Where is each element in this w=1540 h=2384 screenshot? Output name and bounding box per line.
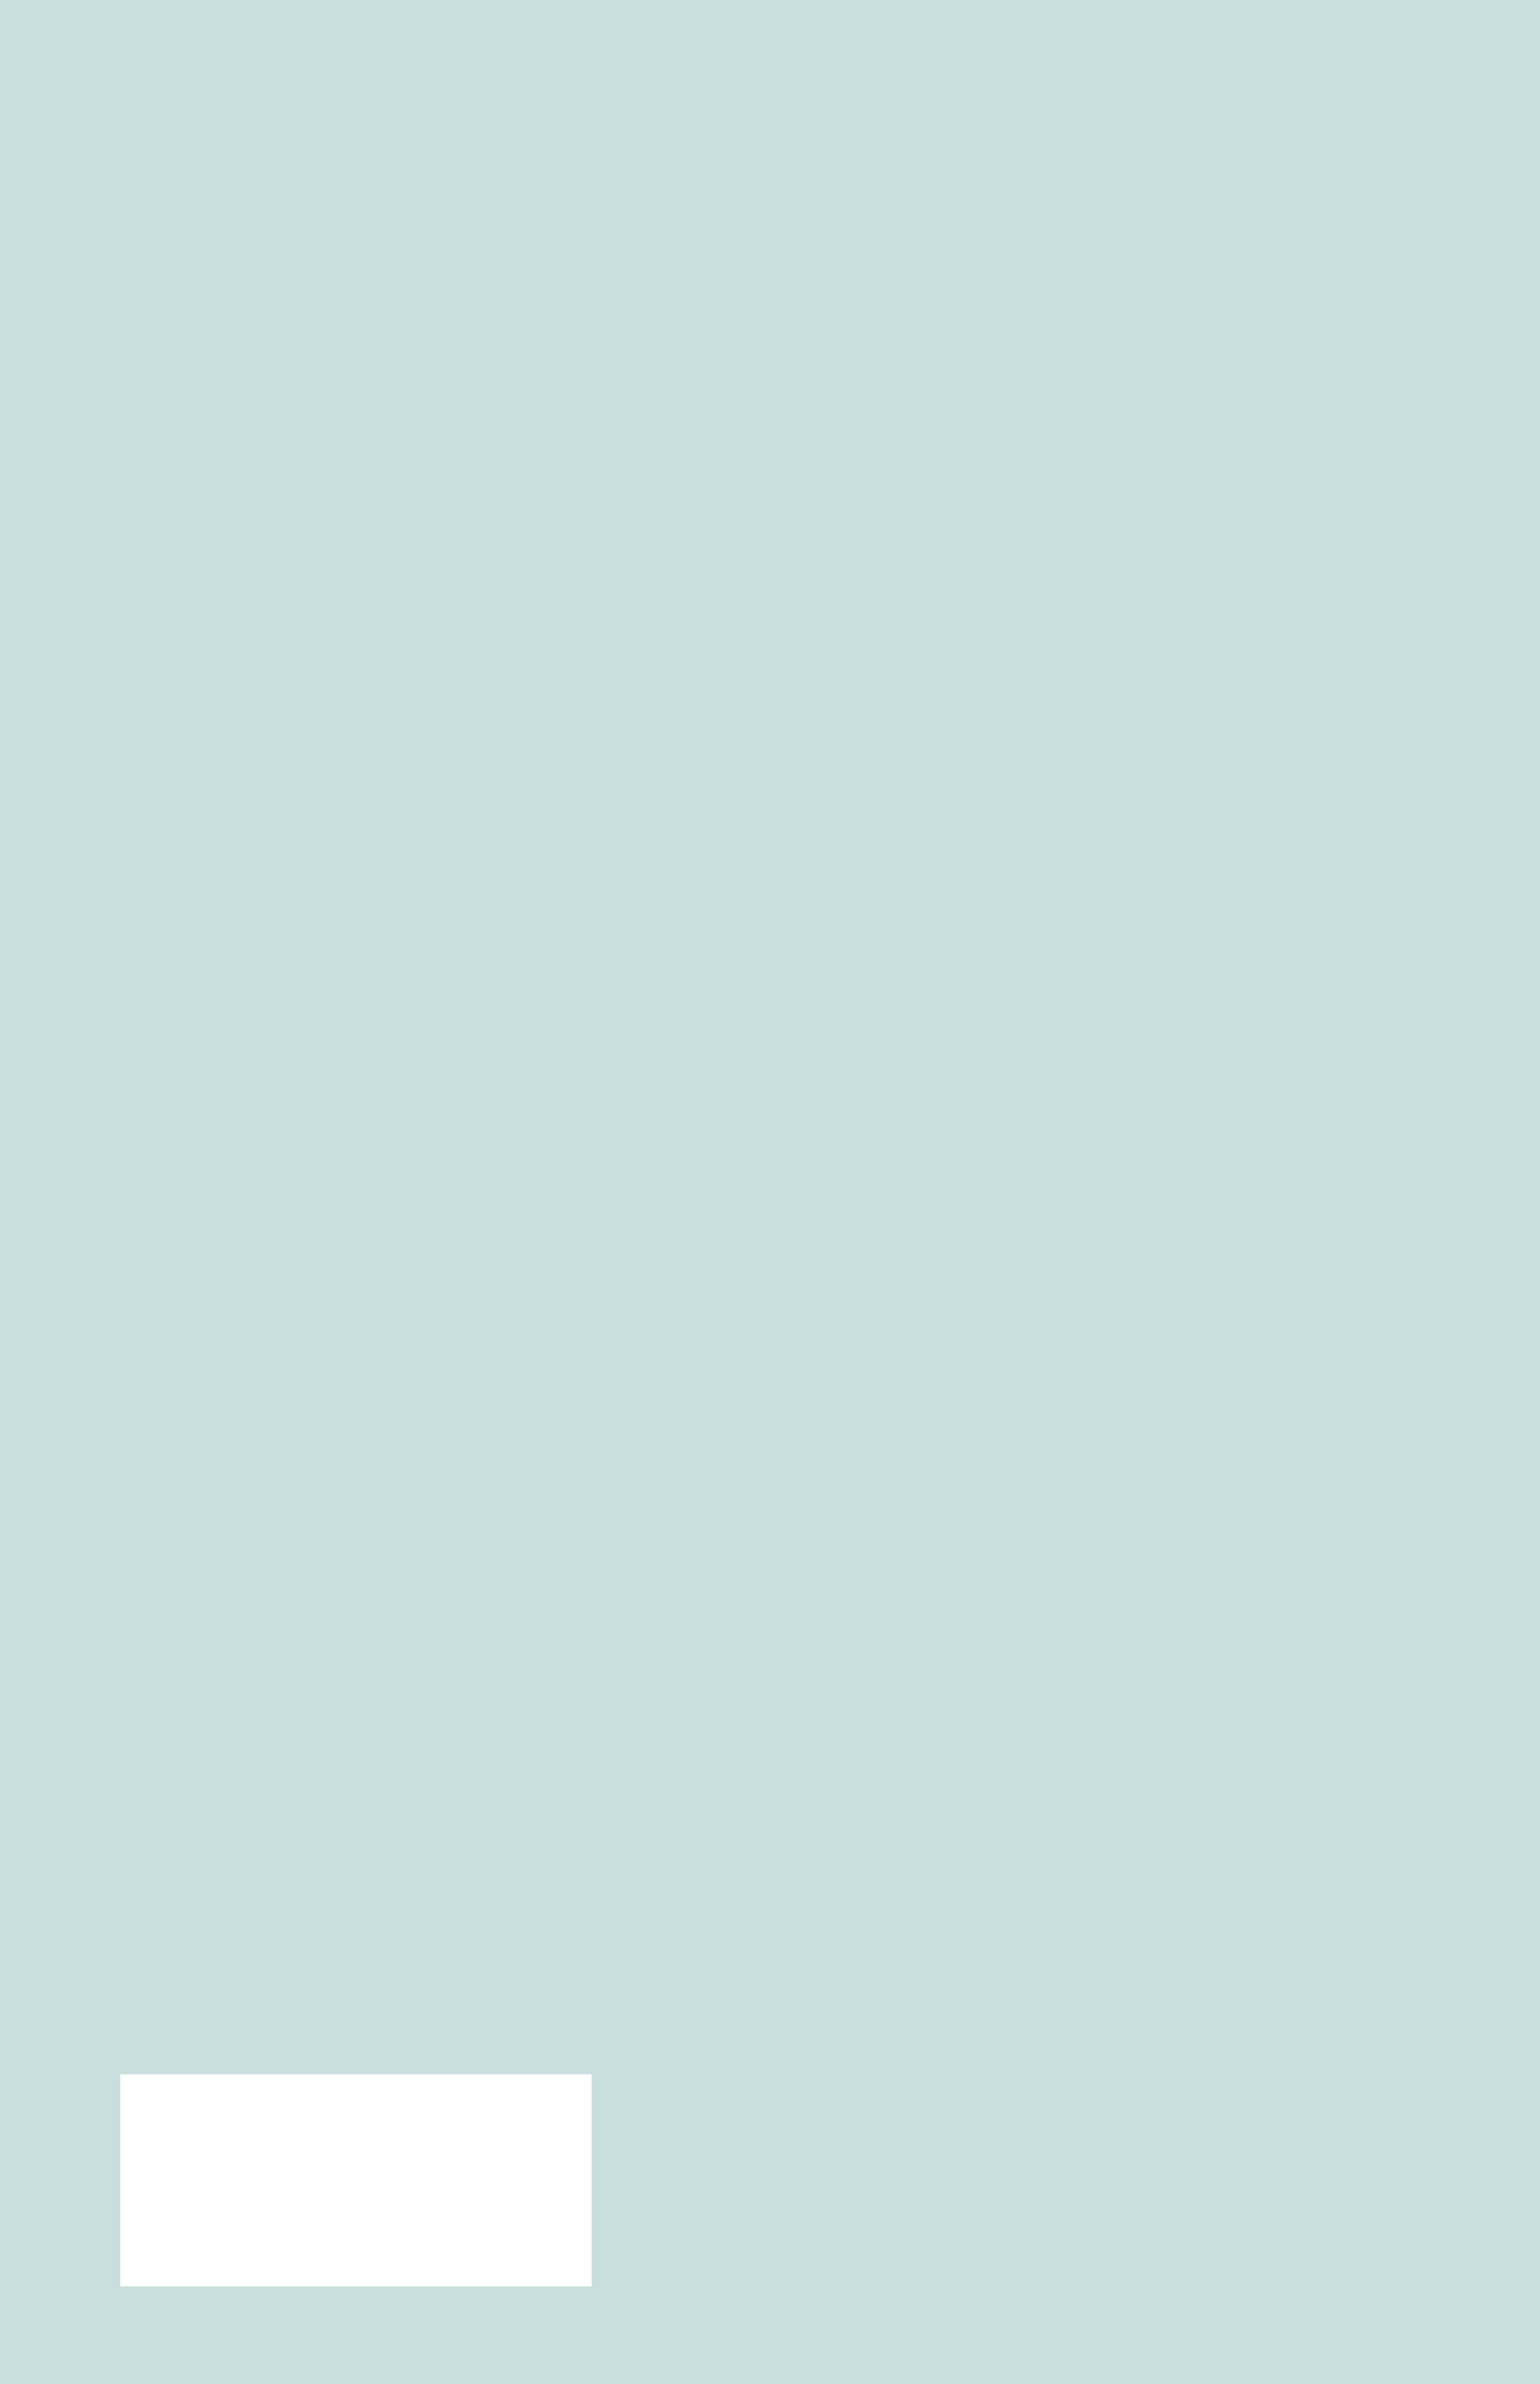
barcode [120,2074,592,2286]
barcode-icon [120,2074,592,2286]
